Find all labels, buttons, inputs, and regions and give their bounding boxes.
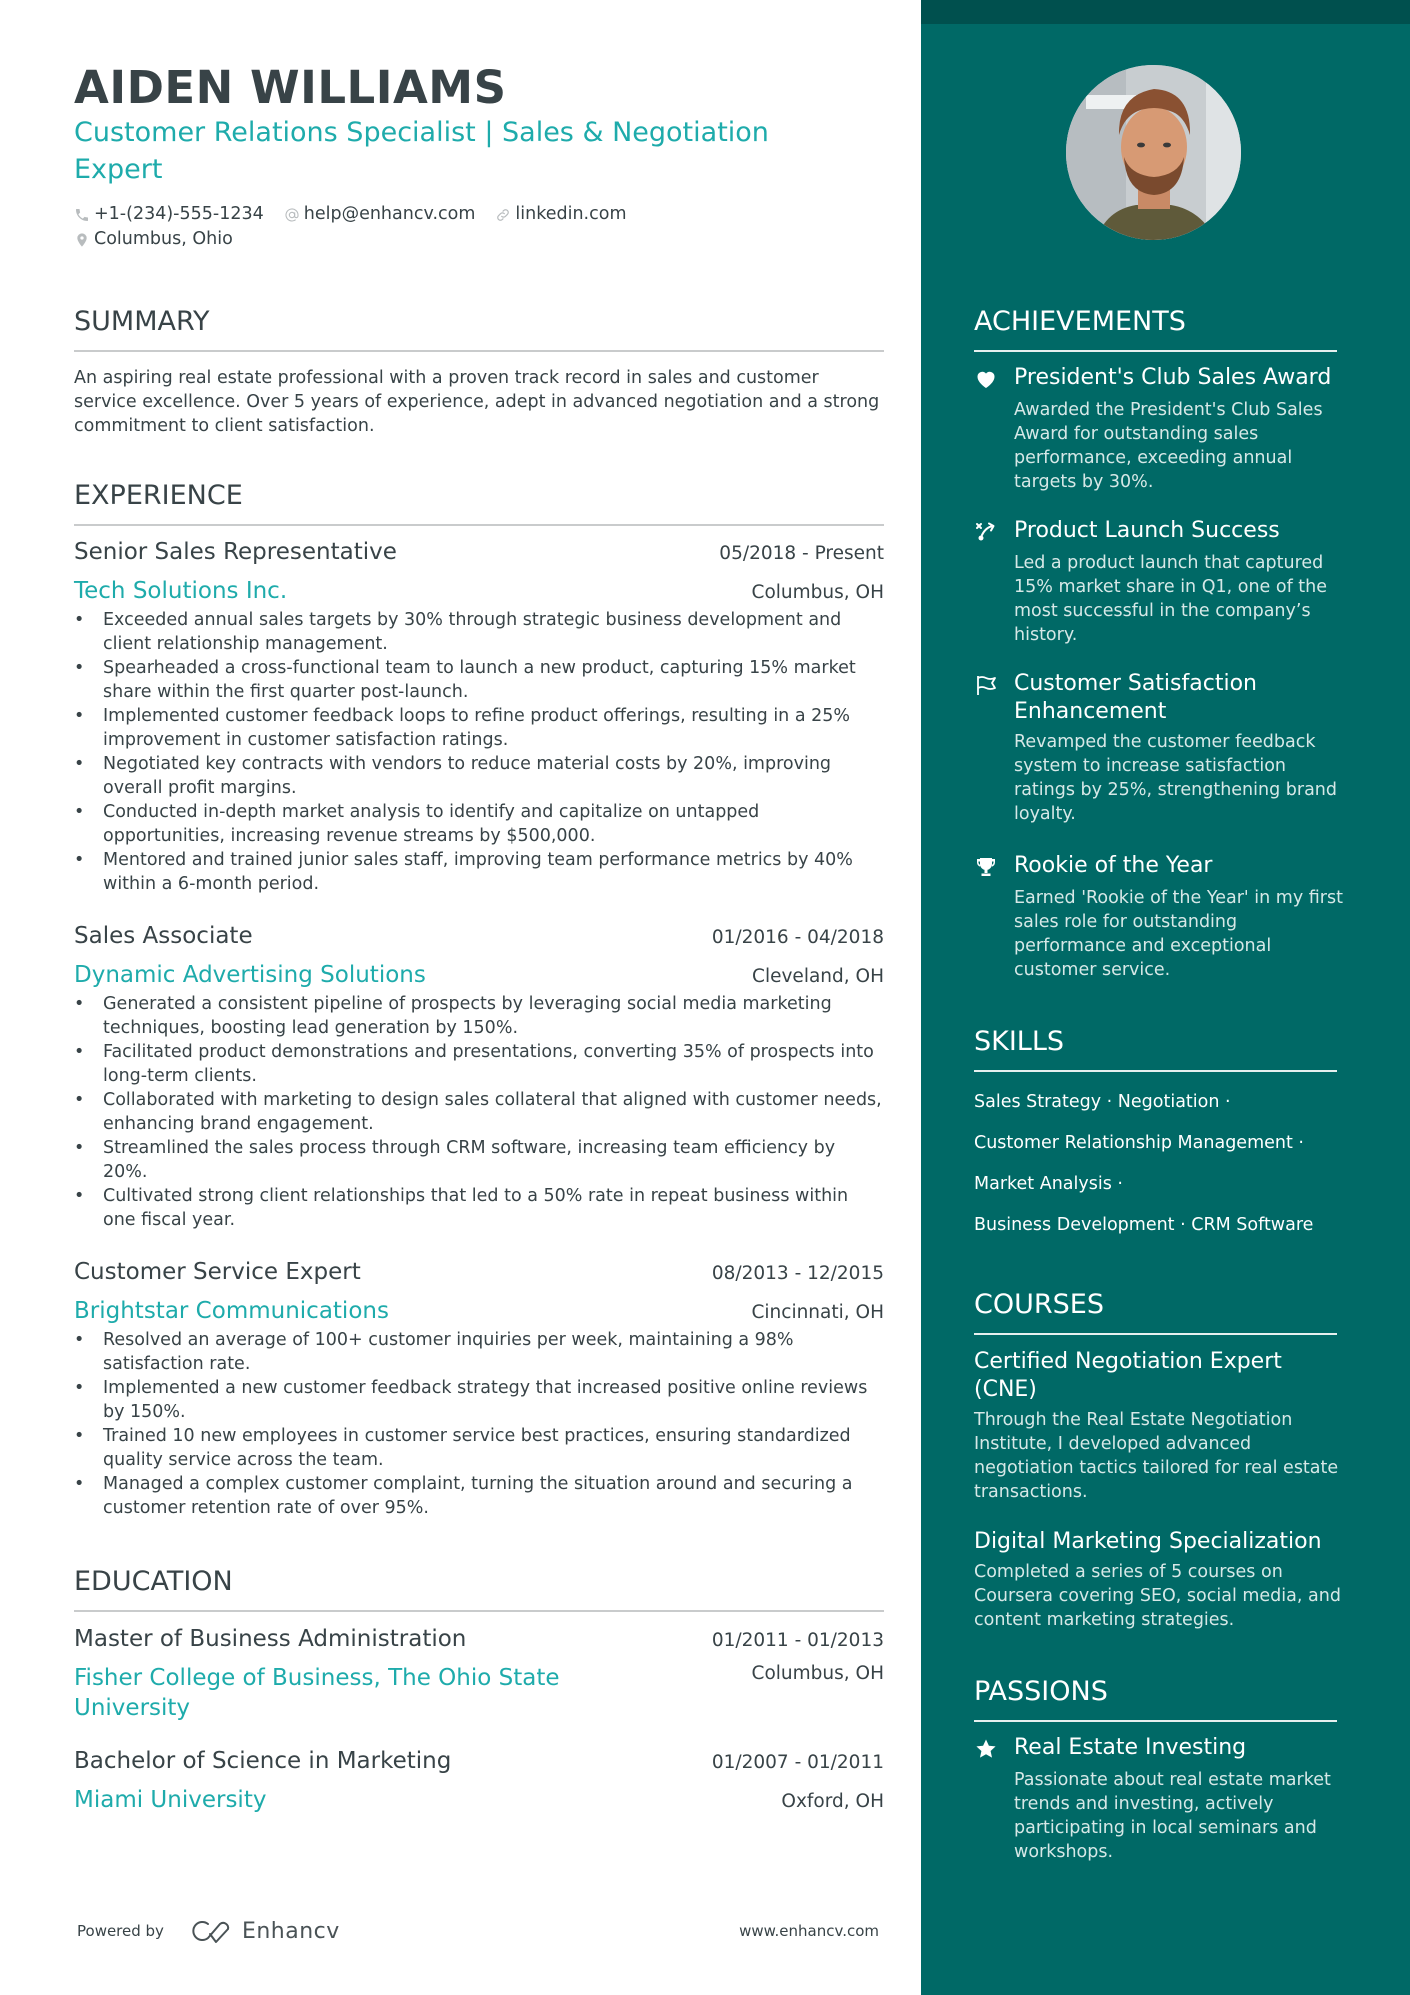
- main-column: [74, 0, 884, 1995]
- course-description: Completed a series of 5 courses on Coursera covering SEO, social media, and content marketing strategies.: [974, 1562, 1341, 1630]
- passion-title: Real Estate Investing: [1014, 1735, 1247, 1760]
- contact-location: [74, 227, 233, 252]
- section-divider: [74, 1610, 884, 1612]
- bullet-item: • Managed a complex customer complaint, turning the situation around and securing a customer retention rate of over 95%.: [74, 1472, 884, 1520]
- bullet-item: • Exceeded annual sales targets by 30% through strategic business development and client relationship management.: [74, 608, 884, 656]
- education-entry: [74, 1623, 884, 1723]
- courses-heading-text: COURSES: [974, 1289, 1104, 1320]
- bullet-item: • Spearheaded a cross-functional team to launch a new product, capturing 15% market share within the first quarter post-launch.: [74, 656, 884, 704]
- candidate-name: AIDEN WILLIAMS: [74, 61, 507, 114]
- enhancv-logo-icon: [188, 1918, 234, 1944]
- enhancv-logo[interactable]: [188, 1918, 340, 1944]
- summary-heading: [74, 304, 884, 340]
- powered-by-text: Powered by: [77, 1922, 164, 1940]
- link-icon: [495, 207, 511, 223]
- edu-location: Oxford, OH: [781, 1791, 884, 1812]
- course-title: Digital Marketing Specialization: [974, 1529, 1322, 1554]
- job-bullets: [74, 1328, 884, 1520]
- bullet-item: • Implemented customer feedback loops to refine product offerings, resulting in a 25% improvement in customer satisfaction ratings.: [74, 704, 884, 752]
- section-divider: [974, 350, 1337, 352]
- skills-heading-text: SKILLS: [974, 1026, 1065, 1057]
- achievement-item: [974, 517, 1344, 647]
- course-description: Through the Real Estate Negotiation Institute, I developed advanced negotiation tactics tailored for real estate transactions.: [974, 1410, 1339, 1502]
- heart-icon: [974, 364, 1014, 394]
- passions-heading: [974, 1674, 1337, 1710]
- school: Fisher College of Business, The Ohio State University: [74, 1665, 560, 1721]
- skills-line: Customer Relationship Management ·: [974, 1133, 1304, 1153]
- experience-heading: [74, 478, 884, 514]
- job-location: Cleveland, OH: [752, 966, 884, 987]
- contact-phone[interactable]: [74, 202, 264, 227]
- edu-dates: 01/2011 - 01/2013: [711, 1630, 884, 1651]
- sidebar: [921, 0, 1410, 1995]
- strategy-icon: [974, 517, 1014, 547]
- website-link[interactable]: www.enhancv.com: [739, 1922, 879, 1940]
- email-text: help@enhancv.com: [303, 204, 476, 224]
- contact-info: [74, 202, 874, 252]
- phone-icon: [74, 207, 90, 223]
- achievement-title: Rookie of the Year: [1014, 853, 1213, 878]
- edu-location: Columbus, OH: [751, 1663, 884, 1684]
- job-bullets: [74, 608, 884, 896]
- achievement-title: Customer Satisfaction Enhancement: [1014, 671, 1257, 724]
- summary-heading-text: SUMMARY: [74, 306, 210, 337]
- bullet-item: • Mentored and trained junior sales staff, improving team performance metrics by 40% within a 6-month period.: [74, 848, 884, 896]
- bullet-item: • Streamlined the sales process through CRM software, increasing team efficiency by 20%.: [74, 1136, 884, 1184]
- courses-heading: [974, 1287, 1337, 1323]
- job-location: Columbus, OH: [751, 582, 884, 603]
- course-item: [974, 1528, 1344, 1632]
- location-text: Columbus, Ohio: [94, 229, 233, 249]
- job-company: Brightstar Communications: [74, 1298, 389, 1324]
- achievement-description: Led a product launch that captured 15% market share in Q1, one of the most successful in the company’s history.: [1014, 553, 1328, 645]
- education-heading: [74, 1564, 884, 1600]
- job-dates: 01/2016 - 04/2018: [711, 927, 884, 948]
- map-pin-icon: [74, 232, 90, 248]
- bullet-item: • Conducted in-depth market analysis to identify and capitalize on untapped opportunities, increasing revenue streams by $500,000.: [74, 800, 884, 848]
- achievement-title: Product Launch Success: [1014, 518, 1280, 543]
- skills-heading: [974, 1024, 1337, 1060]
- section-divider: [974, 1070, 1337, 1072]
- flag-icon: [974, 670, 1014, 700]
- course-item: [974, 1348, 1344, 1504]
- passion-description: Passionate about real estate market trends and investing, actively participating in local seminars and workshops.: [1014, 1770, 1331, 1862]
- powered-by: [74, 1918, 340, 1944]
- skills-line: Business Development · CRM Software: [974, 1215, 1314, 1235]
- job-dates: 05/2018 - Present: [719, 543, 884, 564]
- bullet-item: • Collaborated with marketing to design sales collateral that aligned with customer needs, enhancing brand engagement.: [74, 1088, 884, 1136]
- job-bullets: [74, 992, 884, 1232]
- skills-line: Market Analysis ·: [974, 1174, 1123, 1194]
- job-company: Tech Solutions Inc.: [74, 578, 288, 604]
- edu-dates: 01/2007 - 01/2011: [711, 1752, 884, 1773]
- bullet-item: • Cultivated strong client relationships that led to a 50% rate in repeat business within one fiscal year.: [74, 1184, 884, 1232]
- bullet-item: • Generated a consistent pipeline of prospects by leveraging social media marketing techniques, boosting lead generation by 150%.: [74, 992, 884, 1040]
- achievement-item: [974, 852, 1344, 982]
- achievements-heading: [974, 304, 1337, 340]
- experience-heading-text: EXPERIENCE: [74, 480, 243, 511]
- bullet-item: • Negotiated key contracts with vendors to reduce material costs by 20%, improving overall profit margins.: [74, 752, 884, 800]
- section-divider: [974, 1333, 1337, 1335]
- education-heading-text: EDUCATION: [74, 1566, 233, 1597]
- bullet-item: • Facilitated product demonstrations and presentations, converting 35% of prospects into long-term clients.: [74, 1040, 884, 1088]
- job-entry: [74, 920, 884, 1232]
- degree: Bachelor of Science in Marketing: [74, 1748, 452, 1774]
- passions-heading-text: PASSIONS: [974, 1676, 1108, 1707]
- job-location: Cincinnati, OH: [751, 1302, 884, 1323]
- trophy-icon: [974, 852, 1014, 882]
- skills-list: [974, 1082, 1344, 1246]
- bullet-item: • Resolved an average of 100+ customer inquiries per week, maintaining a 98% satisfaction rate.: [74, 1328, 884, 1376]
- skills-line: Sales Strategy · Negotiation ·: [974, 1092, 1231, 1112]
- candidate-title: Customer Relations Specialist | Sales & Negotiation Expert: [74, 117, 769, 185]
- achievement-title: President's Club Sales Award: [1014, 365, 1332, 390]
- achievement-description: Revamped the customer feedback system to increase satisfaction ratings by 25%, strengthening brand loyalty.: [1014, 732, 1337, 824]
- profile-photo: [1066, 65, 1241, 240]
- phone-text: +1-(234)-555-1234: [94, 204, 264, 224]
- section-divider: [974, 1720, 1337, 1722]
- job-title: Customer Service Expert: [74, 1259, 361, 1285]
- sidebar-top-band: [921, 0, 1410, 24]
- job-dates: 08/2013 - 12/2015: [711, 1263, 884, 1284]
- brand-text: Enhancv: [241, 1918, 340, 1944]
- degree: Master of Business Administration: [74, 1626, 467, 1652]
- job-company: Dynamic Advertising Solutions: [74, 962, 426, 988]
- bullet-item: • Trained 10 new employees in customer service best practices, ensuring standardized quality service across the team.: [74, 1424, 884, 1472]
- avatar-portrait: [1066, 65, 1241, 240]
- section-divider: [74, 350, 884, 352]
- linkedin-text: linkedin.com: [515, 204, 627, 224]
- job-entry: [74, 536, 884, 896]
- job-title: Sales Associate: [74, 923, 253, 949]
- achievement-description: Awarded the President's Club Sales Award for outstanding sales performance, exceeding annual targets by 30%.: [1014, 400, 1323, 492]
- footer: [74, 1918, 884, 1944]
- school: Miami University: [74, 1787, 267, 1813]
- bullet-item: • Implemented a new customer feedback strategy that increased positive online reviews by 150%.: [74, 1376, 884, 1424]
- achievement-item: [974, 364, 1344, 494]
- star-icon: [974, 1734, 1014, 1764]
- job-title: Senior Sales Representative: [74, 539, 397, 565]
- course-title: Certified Negotiation Expert (CNE): [974, 1349, 1282, 1402]
- education-entry: [74, 1745, 884, 1815]
- contact-linkedin[interactable]: [495, 202, 626, 227]
- passion-item: [974, 1734, 1344, 1864]
- achievements-heading-text: ACHIEVEMENTS: [974, 306, 1186, 337]
- achievement-item: [974, 670, 1344, 826]
- job-entry: [74, 1256, 884, 1520]
- summary-text: An aspiring real estate professional with a proven track record in sales and customer service excellence. Over 5 years of experience, adept in advanced negotiation and a strong commitment to client satisfaction.: [74, 368, 880, 436]
- section-divider: [74, 524, 884, 526]
- at-icon: [284, 207, 300, 223]
- achievement-description: Earned 'Rookie of the Year' in my first sales role for outstanding performance and exceptional customer service.: [1014, 888, 1343, 980]
- contact-email[interactable]: [284, 202, 476, 227]
